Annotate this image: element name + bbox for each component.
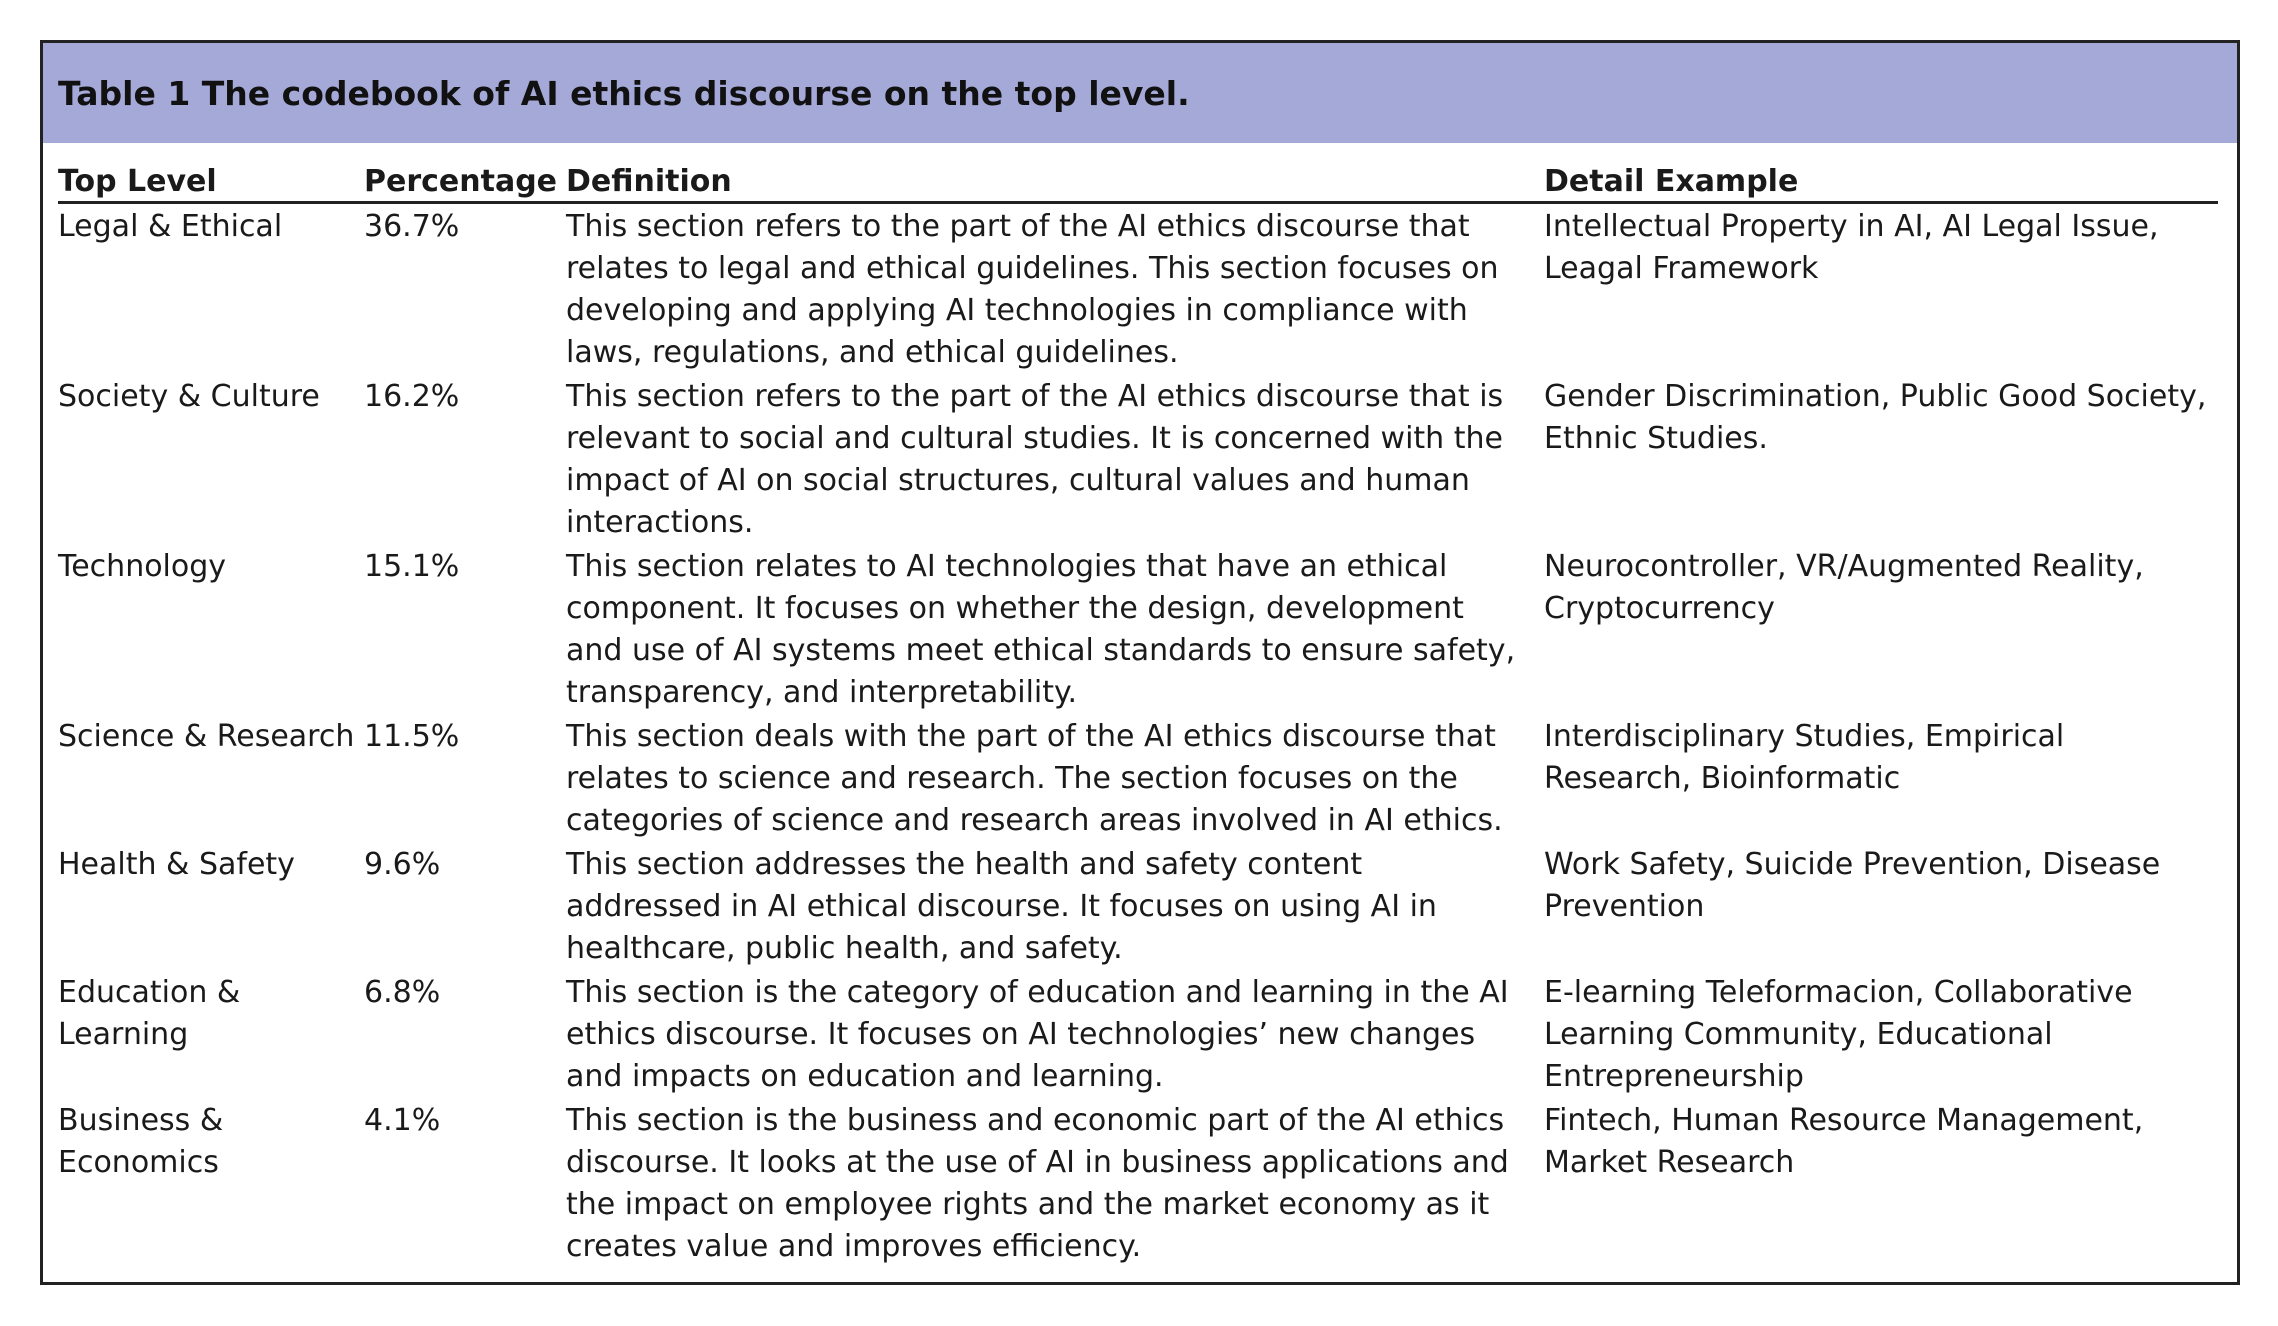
top-level-cell: Society & Culture — [58, 379, 320, 414]
detail-example-cell: Interdisciplinary Studies, Empirical Research, Bioinformatic — [1544, 719, 2065, 796]
detail-example-cell: Work Safety, Suicide Prevention, Disease Prevention — [1544, 847, 2161, 924]
percentage-cell: 4.1% — [364, 1103, 441, 1138]
codebook-table — [58, 161, 2218, 1268]
header-row — [58, 161, 2218, 203]
detail-example-cell: Neurocontroller, VR/Augmented Reality, Cryptocurrency — [1544, 549, 2144, 626]
detail-example-cell: Intellectual Property in AI, AI Legal Issue, Leagal Framework — [1544, 209, 2159, 286]
table-caption: Table 1 The codebook of AI ethics discourse on the top level. — [58, 73, 1190, 113]
percentage-cell: 6.8% — [364, 975, 441, 1010]
definition-cell: This section is the category of education and learning in the AI ethics discourse. It focuses on AI technologies’ new changes and impacts on education and learning. — [566, 975, 1509, 1094]
caption-bar — [43, 43, 2237, 143]
column-header-top-level: Top Level — [58, 161, 364, 203]
top-level-cell: Science & Research — [58, 719, 355, 754]
top-level-cell: Health & Safety — [58, 847, 295, 882]
percentage-cell: 16.2% — [364, 379, 460, 414]
column-header-definition: Definition — [566, 161, 1544, 203]
percentage-cell: 11.5% — [364, 719, 460, 754]
definition-cell: This section is the business and economic part of the AI ethics discourse. It looks at the use of AI in business applications and the impact on employee rights and the market economy as it creates value and improves efficiency. — [566, 1103, 1509, 1264]
definition-cell: This section refers to the part of the AI ethics discourse that relates to legal and ethical guidelines. This section focuses on developing and applying AI technologies in compliance with laws, regulations, and ethical guidelines. — [566, 209, 1499, 370]
table-row — [58, 374, 2218, 544]
detail-example-cell: E-learning Teleformacion, Collaborative Learning Community, Educational Entrepreneurship — [1544, 975, 2133, 1094]
definition-cell: This section relates to AI technologies that have an ethical component. It focuses on whether the design, development and use of AI systems meet ethical standards to ensure safety, transparency, and interpretability. — [566, 549, 1516, 710]
top-level-cell: Legal & Ethical — [58, 209, 283, 244]
definition-cell: This section refers to the part of the AI ethics discourse that is relevant to social and cultural studies. It is concerned with the impact of AI on social structures, cultural values and human interactions. — [566, 379, 1504, 540]
top-level-cell: Technology — [58, 549, 227, 584]
table-row — [58, 1098, 2218, 1268]
column-header-detail-example: Detail Example — [1544, 161, 2218, 203]
table-row — [58, 842, 2218, 970]
top-level-cell: Business & Economics — [58, 1103, 224, 1180]
table-row — [58, 203, 2218, 375]
table-frame — [40, 40, 2240, 1285]
definition-cell: This section addresses the health and safety content addressed in AI ethical discourse. It focuses on using AI in healthcare, public health, and safety. — [566, 847, 1437, 966]
percentage-cell: 9.6% — [364, 847, 441, 882]
table-row — [58, 970, 2218, 1098]
detail-example-cell: Gender Discrimination, Public Good Society, Ethnic Studies. — [1544, 379, 2207, 456]
column-header-percentage: Percentage — [364, 161, 566, 203]
table-row — [58, 714, 2218, 842]
detail-example-cell: Fintech, Human Resource Management, Market Research — [1544, 1103, 2144, 1180]
percentage-cell: 15.1% — [364, 549, 460, 584]
top-level-cell: Education & Learning — [58, 975, 241, 1052]
definition-cell: This section deals with the part of the AI ethics discourse that relates to science and research. The section focuses on the categories of science and research areas involved in AI ethics. — [566, 719, 1503, 838]
percentage-cell: 36.7% — [364, 209, 460, 244]
table-row — [58, 544, 2218, 714]
